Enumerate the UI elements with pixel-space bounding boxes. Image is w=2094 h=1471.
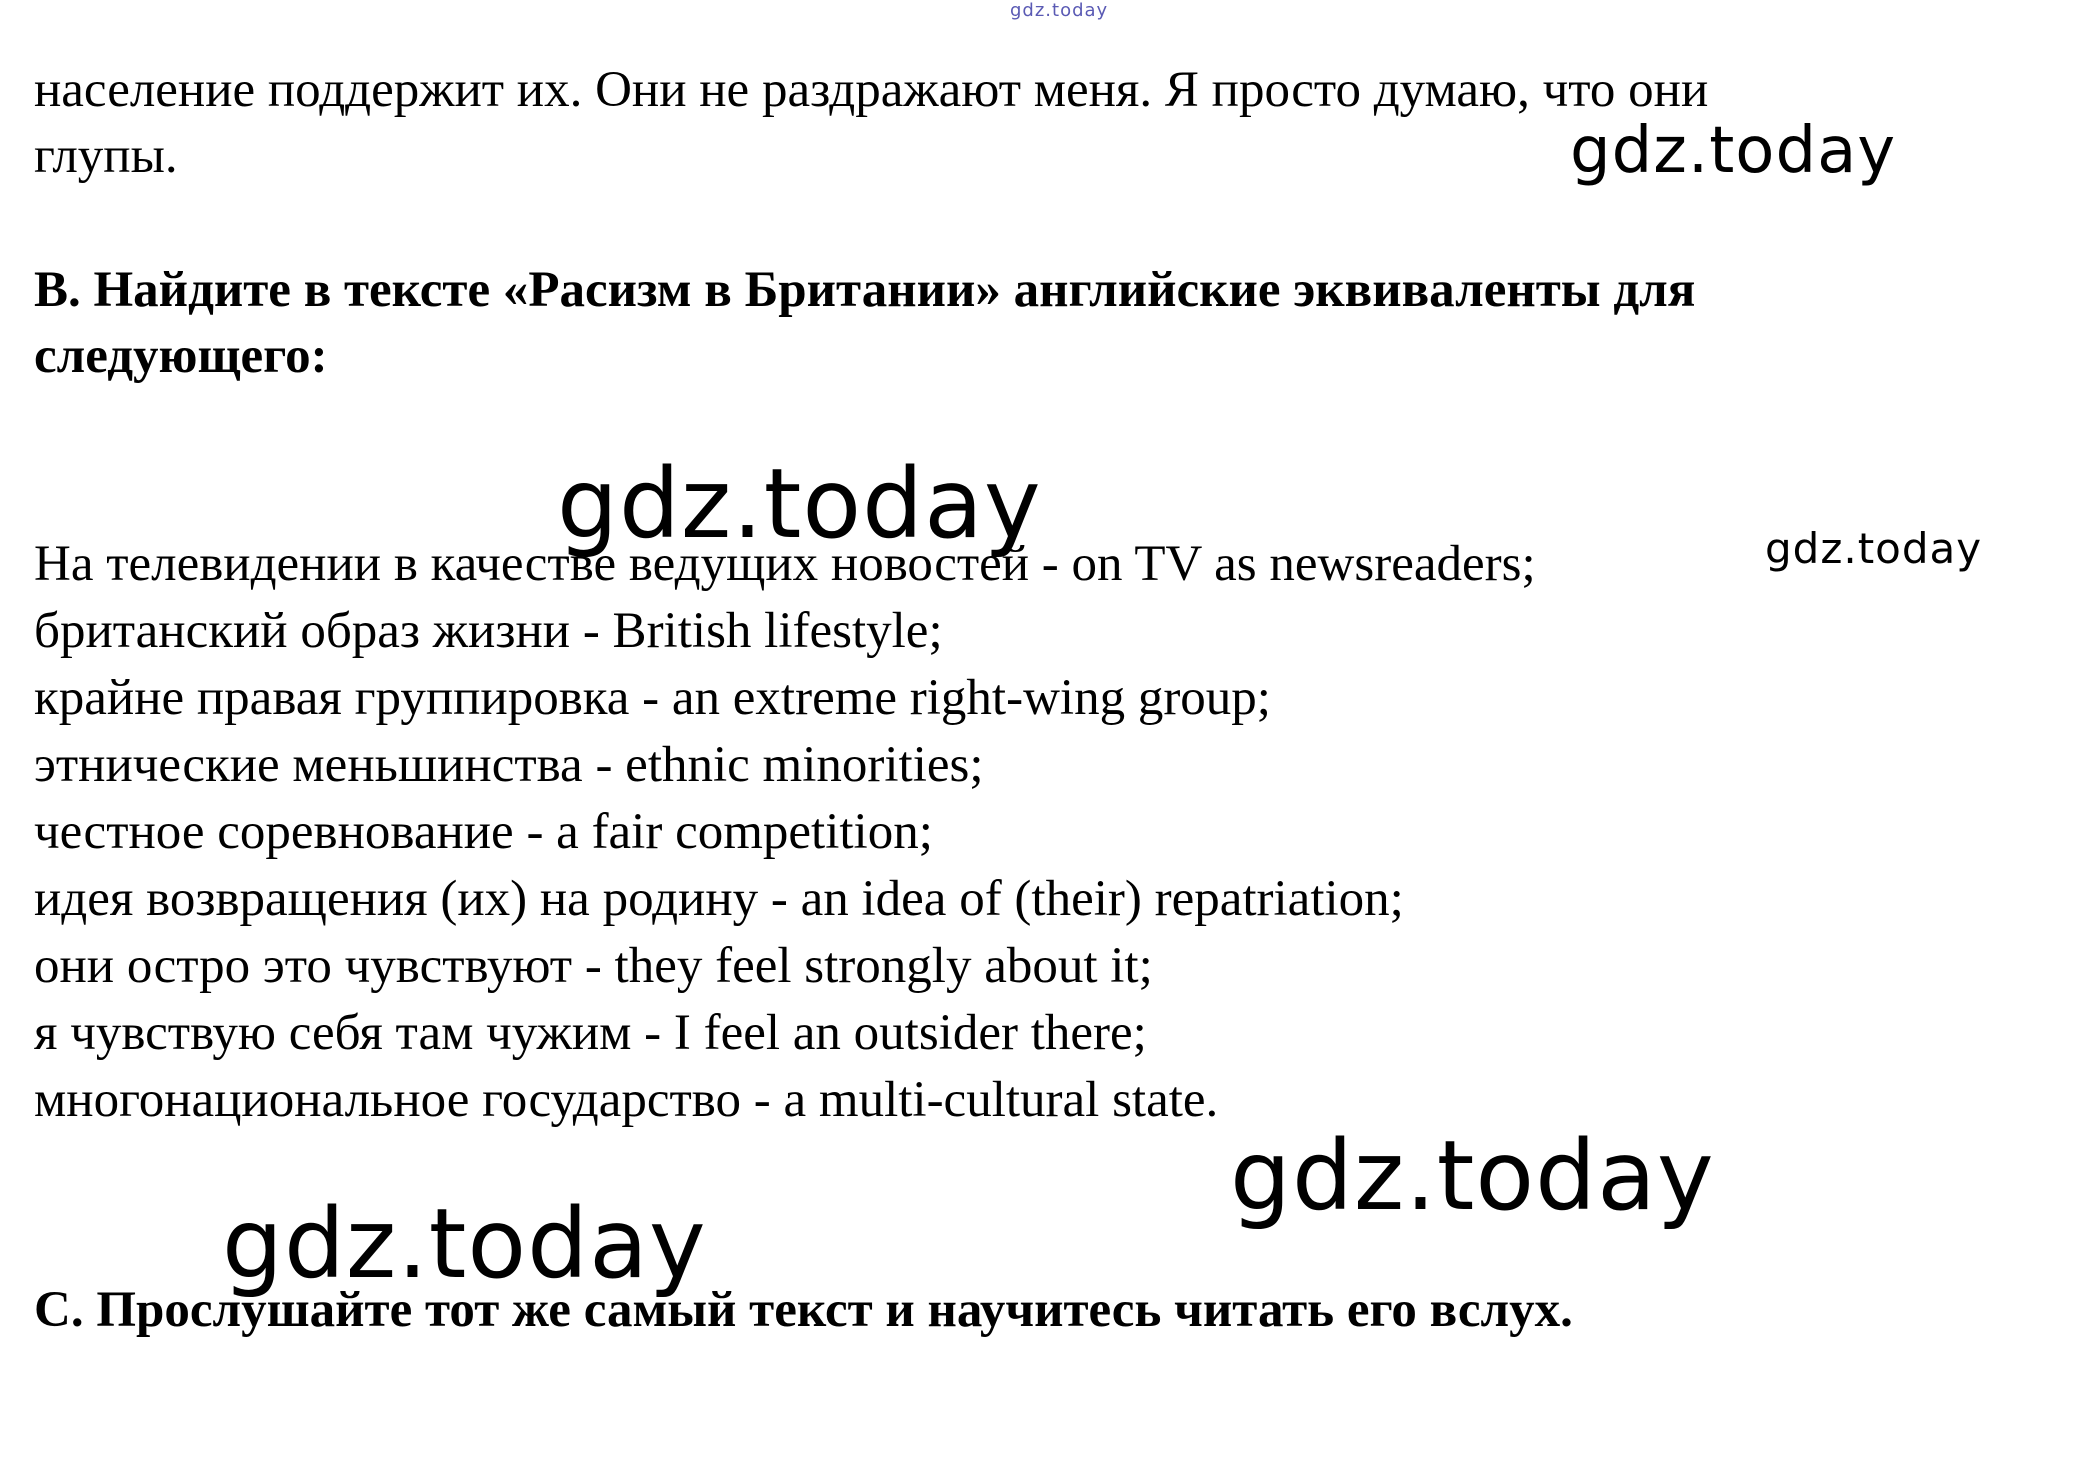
intro-line-1: население поддержит их. Они не раздражают меня. Я просто думаю, что они <box>34 62 1709 118</box>
equivalent-item: крайне правая группировка - an extreme right-wing group; <box>34 670 1271 726</box>
task-c-heading: C. Прослушайте тот же самый текст и научитесь читать его вслух. <box>34 1282 1573 1338</box>
equivalent-item: я чувствую себя там чужим - I feel an outsider there; <box>34 1005 1147 1061</box>
task-b-heading-line-2: следующего: <box>34 328 328 384</box>
watermark-1: gdz.today <box>1570 114 1897 188</box>
equivalent-item: они остро это чувствуют - they feel strongly about it; <box>34 938 1153 994</box>
watermark-top: gdz.today <box>1010 0 1109 21</box>
task-b-heading-line-1: B. Найдите в тексте «Расизм в Британии» английские эквиваленты для <box>34 262 1696 318</box>
watermark-4: gdz.today <box>1230 1120 1715 1232</box>
watermark-3: gdz.today <box>1765 524 1983 573</box>
equivalent-item: идея возвращения (их) на родину - an idea of (their) repatriation; <box>34 871 1404 927</box>
equivalent-item: многонациональное государство - a multi-cultural state. <box>34 1072 1219 1128</box>
watermark-5: gdz.today <box>222 1188 707 1300</box>
equivalent-item: честное соревнование - a fair competition; <box>34 804 933 860</box>
equivalent-item: этнические меньшинства - ethnic minorities; <box>34 737 984 793</box>
intro-line-2: глупы. <box>34 128 178 184</box>
equivalent-item: На телевидении в качестве ведущих новостей - on TV as newsreaders; <box>34 536 1536 592</box>
watermark-2: gdz.today <box>557 448 1042 560</box>
equivalent-item: британский образ жизни - British lifestyle; <box>34 603 943 659</box>
